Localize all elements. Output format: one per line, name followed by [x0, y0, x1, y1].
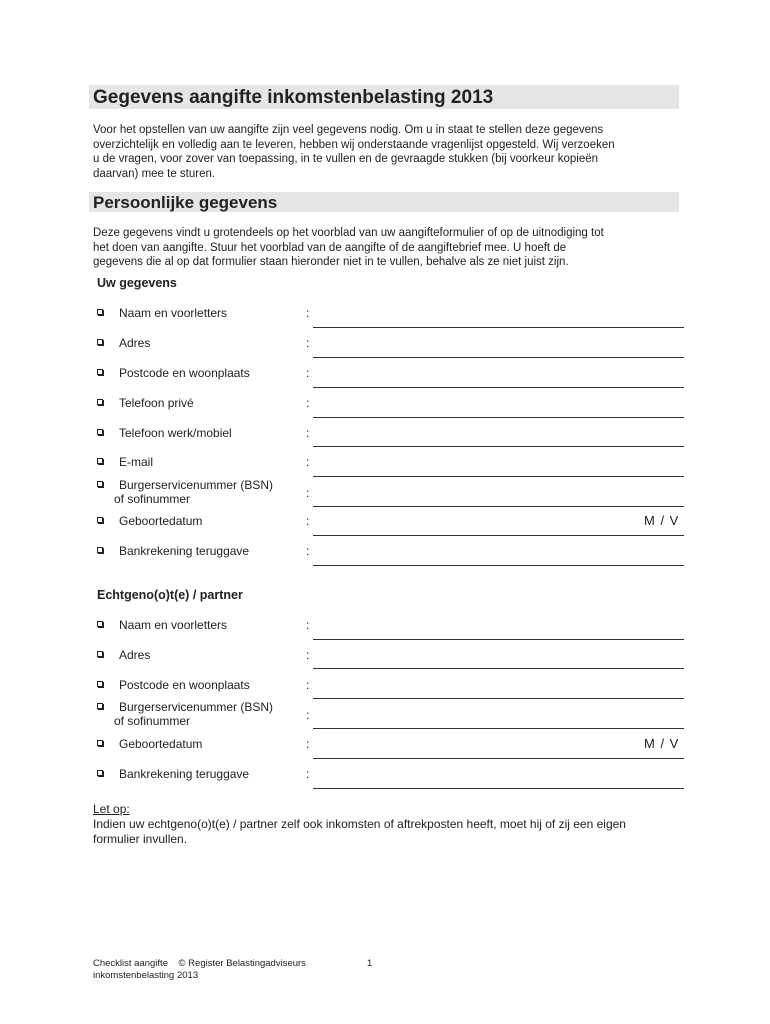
fill-in-line[interactable]	[313, 668, 684, 669]
field-colon: :	[306, 678, 310, 692]
field-label: Geboortedatum	[119, 514, 203, 528]
field-label: Postcode en woonplaats	[119, 366, 250, 380]
checkbox-icon[interactable]	[97, 339, 103, 345]
section-intro-line: het doen van aangifte. Stuur het voorblad van de aangifte of de aangiftebrief mee. U hoeft de	[93, 241, 567, 254]
field-colon: :	[306, 455, 310, 469]
field-label: Telefoon werk/mobiel	[119, 426, 232, 440]
field-colon: :	[306, 708, 310, 722]
note-line: Indien uw echtgeno(o)t(e) / partner zelf ook inkomsten of aftrekposten heeft, moet hij of zij een eigen	[93, 817, 626, 831]
field-colon: :	[306, 336, 310, 350]
fill-in-line[interactable]	[313, 698, 684, 699]
field-label: Bankrekening teruggave	[119, 544, 250, 558]
footer-text: Checklist aangifte © Register Belastingadviseurs	[93, 958, 306, 969]
checkbox-icon[interactable]	[97, 429, 103, 435]
fill-in-line[interactable]	[313, 327, 684, 328]
note-line: formulier invullen.	[93, 832, 188, 846]
checkbox-icon[interactable]	[97, 651, 103, 657]
checkbox-icon[interactable]	[97, 458, 103, 464]
field-label: Adres	[119, 336, 151, 350]
field-label: Postcode en woonplaats	[119, 678, 250, 692]
checkbox-icon[interactable]	[97, 703, 103, 709]
field-label: E-mail	[119, 455, 154, 469]
fill-in-line[interactable]	[313, 357, 684, 358]
checkbox-icon[interactable]	[97, 547, 103, 553]
intro-paragraph	[93, 123, 683, 181]
note-label: Let op:	[93, 802, 130, 816]
section-title: Persoonlijke gegevens	[89, 192, 679, 212]
note-block	[93, 802, 626, 847]
fill-in-line[interactable]	[313, 417, 684, 418]
fill-in-line[interactable]	[313, 535, 684, 536]
fill-in-line[interactable]	[313, 788, 684, 789]
field-label: Burgerservicenummer (BSN)	[119, 478, 274, 492]
fill-in-line[interactable]	[313, 387, 684, 388]
fill-in-line[interactable]	[313, 758, 684, 759]
field-colon: :	[306, 486, 310, 500]
field-colon: :	[306, 396, 310, 410]
section-intro-line: gegevens die al op dat formulier staan hieronder niet in te vullen, behalve als ze niet juist zijn.	[93, 256, 569, 268]
field-label: Naam en voorletters	[119, 618, 228, 632]
checkbox-icon[interactable]	[97, 621, 103, 627]
field-colon: :	[306, 618, 310, 632]
intro-line: Voor het opstellen van uw aangifte zijn veel gegevens nodig. Om u in staat te stellen deze gegevens	[93, 124, 604, 136]
uw-gegevens-heading: Uw gegevens	[97, 276, 177, 290]
checkbox-icon[interactable]	[97, 369, 103, 375]
field-label: Bankrekening teruggave	[119, 767, 250, 781]
field-colon: :	[306, 426, 310, 440]
field-label: Adres	[119, 648, 151, 662]
page-number: 1	[367, 958, 373, 969]
field-label: of sofinummer	[114, 492, 191, 506]
fill-in-line[interactable]	[313, 565, 684, 566]
fill-in-line[interactable]	[313, 476, 684, 477]
field-colon: :	[306, 544, 310, 558]
footer-text: inkomstenbelasting 2013	[93, 970, 199, 981]
gender-options[interactable]: M / V	[644, 736, 680, 751]
intro-line: u de vragen, voor zover van toepassing, in te vullen en de gevraagde stukken (bij voorkeur kopieën	[93, 153, 599, 165]
field-colon: :	[306, 514, 310, 528]
checkbox-icon[interactable]	[97, 681, 103, 687]
field-label: Burgerservicenummer (BSN)	[119, 700, 274, 714]
checkbox-icon[interactable]	[97, 517, 103, 523]
fill-in-line[interactable]	[313, 446, 684, 447]
checkbox-icon[interactable]	[97, 309, 103, 315]
field-colon: :	[306, 737, 310, 751]
gender-options[interactable]: M / V	[644, 513, 680, 528]
field-colon: :	[306, 366, 310, 380]
checkbox-icon[interactable]	[97, 770, 103, 776]
field-colon: :	[306, 306, 310, 320]
intro-line: daarvan) mee te sturen.	[93, 167, 216, 180]
intro-line: overzichtelijk en volledig aan te leveren, hebben wij onderstaande vragenlijst opgesteld. Wij verzoeken	[93, 138, 615, 151]
partner-heading: Echtgeno(o)t(e) / partner	[97, 588, 243, 602]
fill-in-line[interactable]	[313, 639, 684, 640]
fill-in-line[interactable]	[313, 728, 684, 729]
checkbox-icon[interactable]	[97, 481, 103, 487]
field-label: Naam en voorletters	[119, 306, 228, 320]
field-label: Geboortedatum	[119, 737, 203, 751]
checkbox-icon[interactable]	[97, 740, 103, 746]
fill-in-line[interactable]	[313, 506, 684, 507]
field-label: of sofinummer	[114, 714, 191, 728]
field-label: Telefoon privé	[119, 396, 194, 410]
section-intro-paragraph	[93, 226, 683, 270]
checkbox-icon[interactable]	[97, 399, 103, 405]
field-colon: :	[306, 648, 310, 662]
field-colon: :	[306, 767, 310, 781]
section-intro-line: Deze gegevens vindt u grotendeels op het voorblad van uw aangifteformulier of op de uitnodiging tot	[93, 227, 604, 239]
page-title: Gegevens aangifte inkomstenbelasting 2013	[89, 85, 679, 109]
